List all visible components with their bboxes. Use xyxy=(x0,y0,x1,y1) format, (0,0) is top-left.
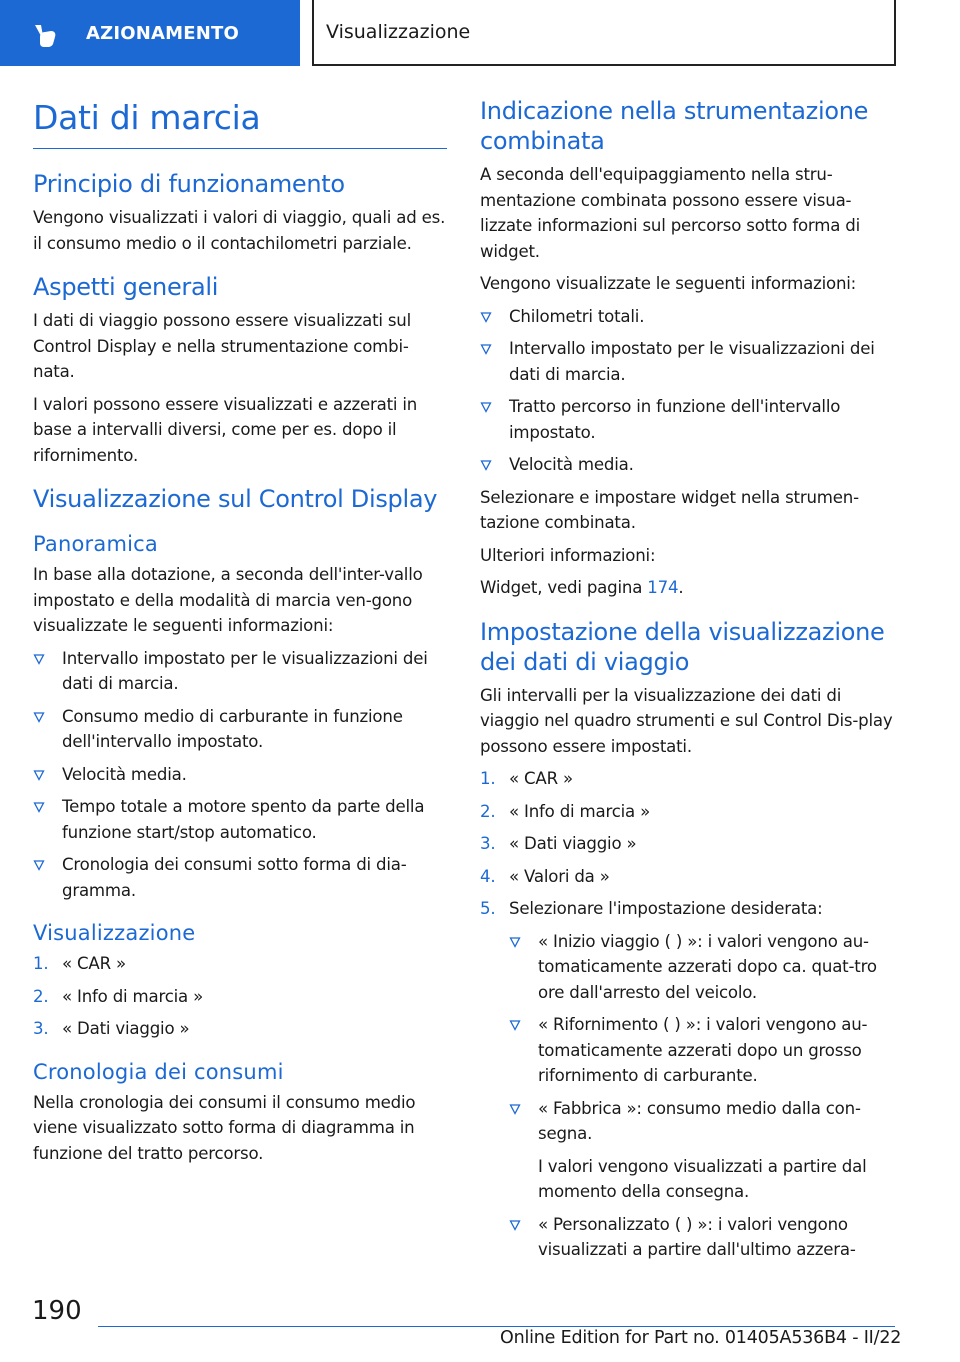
steering-hand-icon xyxy=(24,13,64,53)
list-item: 4. « Valori da » xyxy=(480,866,610,886)
history-text: Nella cronologia dei consumi il consumo medio viene visualizzato sotto forma di diagramma in funzione del tratto percorso. xyxy=(33,1092,416,1163)
settings-steps xyxy=(480,766,895,1263)
widget-reference: Widget, vedi pagina 174. xyxy=(480,578,684,597)
list-item: 3. « Dati viaggio » xyxy=(480,834,637,853)
triangle-bullet-icon xyxy=(509,1103,521,1115)
cluster-paragraph-1: A seconda dell'equipaggiamento nella stru-mentazione combinata possono essere visua-lizzate informazioni sul percorso sotto forma di widget. xyxy=(480,165,860,261)
list-item: 3. « Dati viaggio » xyxy=(33,1019,190,1038)
main-title: Dati di marcia xyxy=(33,96,447,149)
list-item: « Personalizzato ( ) »: i valori vengono visualizzati a partire dall'ultimo azzera- xyxy=(509,1212,895,1263)
page-number: 190 xyxy=(32,1296,82,1326)
overview-text: In base alla dotazione, a seconda dell'inter-vallo impostato e della modalità di marcia ven-gono visualizzate le seguenti informazioni: xyxy=(33,565,423,635)
list-item: Tratto percorso in funzione dell'intervallo impostato. xyxy=(480,394,895,445)
list-item: 2. « Info di marcia » xyxy=(33,986,204,1006)
triangle-bullet-icon xyxy=(480,459,492,471)
edition-label: Online Edition for Part no. 01405A536B4 - II/22 xyxy=(500,1328,902,1348)
overview-list xyxy=(33,646,447,904)
triangle-bullet-icon xyxy=(480,401,492,413)
list-item: Consumo medio di carburante in funzione dell'intervallo impostato. xyxy=(33,704,447,755)
overview-heading: Panoramica xyxy=(33,532,158,556)
page-header xyxy=(0,0,960,66)
list-item: Velocità media. xyxy=(480,452,895,478)
triangle-bullet-icon xyxy=(480,343,492,355)
chapter-box xyxy=(312,0,896,66)
cluster-list xyxy=(480,304,895,478)
list-item: Cronologia dei consumi sotto forma di dia-gramma. xyxy=(33,852,447,903)
list-item: Velocità media. xyxy=(33,762,447,788)
option-note: I valori vengono visualizzati a partire dal momento della consegna. xyxy=(538,1156,867,1201)
settings-heading: Impostazione della visualizzazione dei dati di viaggio xyxy=(480,617,885,676)
right-column xyxy=(480,96,895,1270)
list-item: 1. « CAR » xyxy=(480,769,573,788)
section-name: AZIONAMENTO xyxy=(86,22,240,44)
list-item: Tempo totale a motore spento da parte della funzione start/stop automatico. xyxy=(33,794,447,845)
triangle-bullet-icon xyxy=(33,801,45,813)
triangle-bullet-icon xyxy=(33,711,45,723)
left-column xyxy=(33,96,447,1173)
triangle-bullet-icon xyxy=(509,1219,521,1231)
triangle-bullet-icon xyxy=(33,653,45,665)
list-item: Intervallo impostato per le visualizzazioni dei dati di marcia. xyxy=(480,336,895,387)
general-paragraph-1: I dati di viaggio possono essere visualizzati sul Control Display e nella strumentazione combi-nata. xyxy=(33,311,412,381)
page-link[interactable]: 174 xyxy=(647,578,679,597)
triangle-bullet-icon xyxy=(509,936,521,948)
settings-text: Gli intervalli per la visualizzazione dei dati di viaggio nel quadro strumenti e sul Control Dis-play possono essere impostati. xyxy=(480,685,893,756)
triangle-bullet-icon xyxy=(33,859,45,871)
list-item: « Rifornimento ( ) »: i valori vengono au-tomaticamente azzerati dopo un grosso rifornimento di carburante. xyxy=(509,1012,895,1089)
list-item: « Fabbrica »: consumo medio dalla con-segna. I valori vengono visualizzati a partire dal momento della consegna. xyxy=(509,1096,895,1205)
history-heading: Cronologia dei consumi xyxy=(33,1059,284,1084)
chapter-title: Visualizzazione xyxy=(326,21,471,43)
triangle-bullet-icon xyxy=(33,769,45,781)
principle-heading: Principio di funzionamento xyxy=(33,170,345,198)
principle-text: Vengono visualizzati i valori di viaggio, quali ad es. il consumo medio o il contachilometri parziale. xyxy=(33,208,446,253)
cluster-paragraph-2: Vengono visualizzate le seguenti informazioni: xyxy=(480,274,857,293)
general-heading: Aspetti generali xyxy=(33,273,219,301)
cluster-heading: Indicazione nella strumentazione combinata xyxy=(480,97,869,155)
triangle-bullet-icon xyxy=(509,1019,521,1031)
list-item: 1. « CAR » xyxy=(33,954,126,973)
display-heading: Visualizzazione xyxy=(33,921,196,945)
list-item: 2. « Info di marcia » xyxy=(480,801,651,821)
list-item: « Inizio viaggio ( ) »: i valori vengono au-tomaticamente azzerati dopo ca. quat-tro ore dall'arresto del veicolo. xyxy=(509,929,895,1006)
section-tab xyxy=(0,0,300,66)
display-steps xyxy=(33,951,447,1042)
list-item: Chilometri totali. xyxy=(480,304,895,330)
list-item: 5. Selezionare l'impostazione desiderata: « Inizio viaggio ( ) »: i valori vengono au-tomaticamente azzerati dopo ca. quat-tro ore dall'arresto del veicolo. « Rifornimento ( ) »: i valori vengono au-tomaticamente azzerati dopo un grosso rifornimento di carburante. « Fabbrica »: consumo medio dalla con-segna. I valori vengono visualizzati a partire dal momento della consegna. « Personalizzato ( ) »: i valori vengono visualizzati a partire dall'ultimo azzera- xyxy=(480,896,895,1263)
cluster-paragraph-4: Ulteriori informazioni: xyxy=(480,545,656,565)
triangle-bullet-icon xyxy=(480,311,492,323)
cluster-paragraph-3: Selezionare e impostare widget nella strumen-tazione combinata. xyxy=(480,487,859,532)
list-item: Intervallo impostato per le visualizzazioni dei dati di marcia. xyxy=(33,646,447,697)
settings-options xyxy=(509,929,895,1263)
control-display-heading: Visualizzazione sul Control Display xyxy=(33,485,438,513)
general-paragraph-2: I valori possono essere visualizzati e azzerati in base a intervalli diversi, come per es. dopo il rifornimento. xyxy=(33,394,418,465)
footer-divider xyxy=(98,1326,895,1327)
